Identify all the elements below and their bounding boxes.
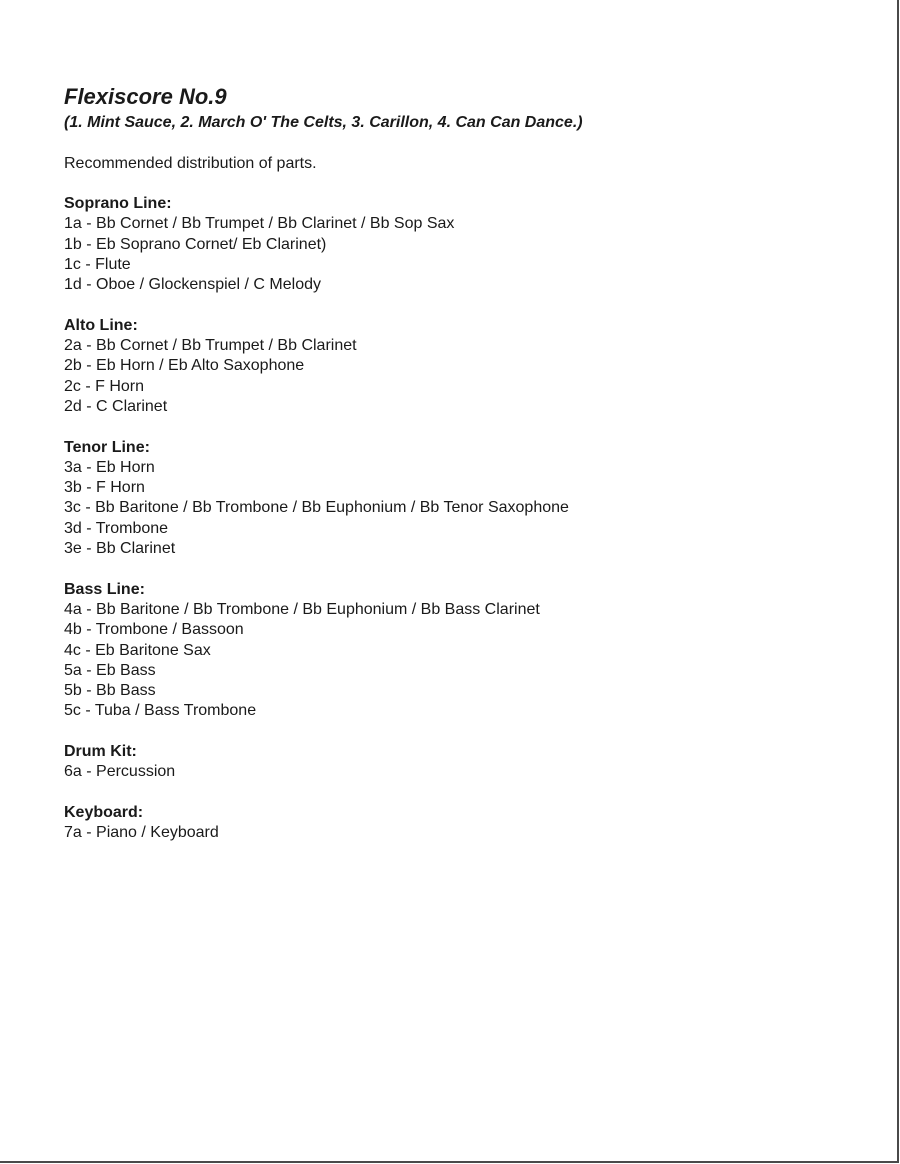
part-item: 3a - Eb Horn <box>64 458 155 476</box>
part-item: 5a - Eb Bass <box>64 661 156 679</box>
part-item: 6a - Percussion <box>64 763 176 781</box>
section-bass-line <box>64 580 864 722</box>
part-item: 3c - Bb Baritone / Bb Trombone / Bb Euphonium / Bb Tenor Saxophone <box>64 499 569 517</box>
part-item: 4a - Bb Baritone / Bb Trombone / Bb Euphonium / Bb Bass Clarinet <box>64 600 540 618</box>
part-item: 4c - Eb Baritone Sax <box>64 641 211 659</box>
intro-text: Recommended distribution of parts. <box>64 155 317 172</box>
part-item: 5b - Bb Bass <box>64 682 156 700</box>
section-alto-line <box>64 316 864 417</box>
page-subtitle: (1. Mint Sauce, 2. March O' The Celts, 3. Carillon, 4. Can Can Dance.) <box>64 114 583 131</box>
section-heading: Keyboard: <box>64 803 144 821</box>
section-heading: Tenor Line: <box>64 438 150 456</box>
document-content <box>64 82 864 864</box>
section-heading: Alto Line: <box>64 316 138 334</box>
section-tenor-line <box>64 438 864 560</box>
part-item: 7a - Piano / Keyboard <box>64 824 219 842</box>
section-heading: Drum Kit: <box>64 743 137 761</box>
part-item: 2c - F Horn <box>64 377 145 395</box>
part-item: 1c - Flute <box>64 255 131 273</box>
part-item: 2b - Eb Horn / Eb Alto Saxophone <box>64 357 305 375</box>
part-item: 1b - Eb Soprano Cornet/ Eb Clarinet) <box>64 235 327 253</box>
page-title: Flexiscore No.9 <box>64 84 227 109</box>
part-item: 3d - Trombone <box>64 519 169 537</box>
section-heading: Bass Line: <box>64 580 145 598</box>
part-item: 3b - F Horn <box>64 479 145 497</box>
part-item: 5c - Tuba / Bass Trombone <box>64 702 257 720</box>
section-soprano-line <box>64 194 864 295</box>
part-item: 1a - Bb Cornet / Bb Trumpet / Bb Clarinet / Bb Sop Sax <box>64 215 455 233</box>
part-item: 2a - Bb Cornet / Bb Trumpet / Bb Clarinet <box>64 337 357 355</box>
part-item: 4b - Trombone / Bassoon <box>64 621 244 639</box>
part-item: 2d - C Clarinet <box>64 397 168 415</box>
section-drum-kit <box>64 742 864 783</box>
section-heading: Soprano Line: <box>64 195 172 212</box>
part-item: 3e - Bb Clarinet <box>64 540 176 558</box>
section-keyboard <box>64 803 864 844</box>
part-item: 1d - Oboe / Glockenspiel / C Melody <box>64 276 322 294</box>
